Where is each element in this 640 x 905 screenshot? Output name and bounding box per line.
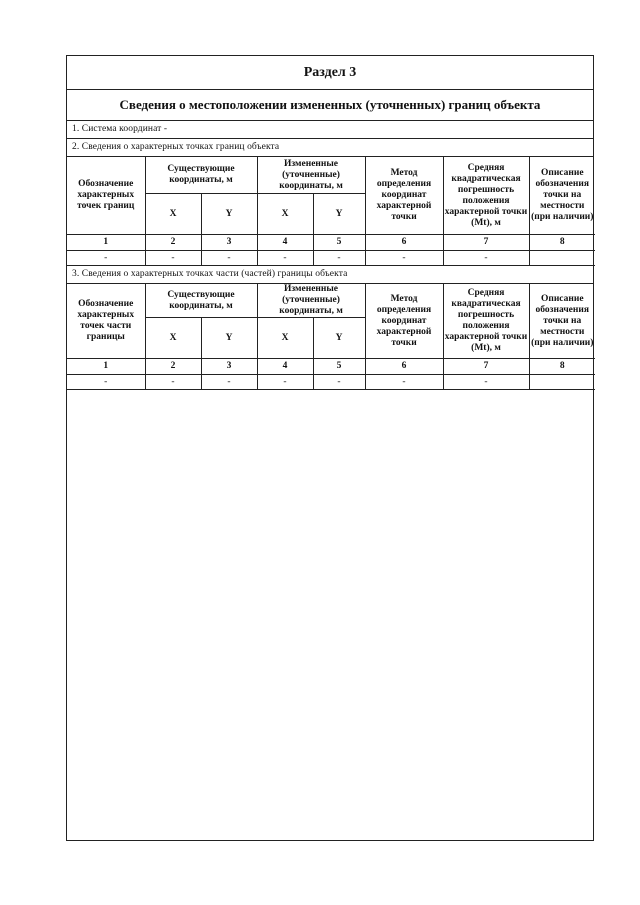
table-cell: - xyxy=(257,375,313,390)
header-changed: Измененные (уточненные) координаты, м xyxy=(257,157,365,194)
header-y: Y xyxy=(313,318,365,359)
table-cell: - xyxy=(145,375,201,390)
header-method: Метод определения координат характерной точки xyxy=(365,157,443,235)
table-row xyxy=(67,251,595,266)
column-number: 3 xyxy=(201,235,257,251)
header-point-label: Обозначение характерных точек части границы xyxy=(67,284,145,359)
table-cell: - xyxy=(67,375,145,390)
column-number: 8 xyxy=(529,235,595,251)
column-number: 8 xyxy=(529,359,595,375)
coordinate-system: 1. Система координат - xyxy=(67,121,593,139)
header-existing: Существующие координаты, м xyxy=(145,157,257,194)
block3-table xyxy=(67,284,595,390)
header-x: X xyxy=(145,194,201,235)
column-numbers-row xyxy=(67,235,595,251)
header-method: Метод определения координат характерной точки xyxy=(365,284,443,359)
section-subtitle: Сведения о местоположении измененных (уточненных) границ объекта xyxy=(67,90,593,121)
block3-title: 3. Сведения о характерных точках части (частей) границы объекта xyxy=(67,266,593,284)
header-x: X xyxy=(145,318,201,359)
header-y: Y xyxy=(313,194,365,235)
block2-table xyxy=(67,157,595,266)
column-number: 5 xyxy=(313,359,365,375)
header-description: Описание обозначения точки на местности (при наличии) xyxy=(529,157,595,235)
table-cell: - xyxy=(443,251,529,266)
section-title: Раздел 3 xyxy=(67,56,593,90)
table-cell: - xyxy=(145,251,201,266)
header-y: Y xyxy=(201,194,257,235)
column-number: 4 xyxy=(257,359,313,375)
header-x: X xyxy=(257,194,313,235)
column-number: 3 xyxy=(201,359,257,375)
block2-title: 2. Сведения о характерных точках границ объекта xyxy=(67,139,593,157)
table-cell: - xyxy=(365,375,443,390)
header-accuracy: Средняя квадратическая погрешность положения характерной точки (Mt), м xyxy=(443,157,529,235)
header-x: X xyxy=(257,318,313,359)
table-cell: - xyxy=(201,375,257,390)
column-number: 7 xyxy=(443,235,529,251)
column-number: 7 xyxy=(443,359,529,375)
header-y: Y xyxy=(201,318,257,359)
column-number: 2 xyxy=(145,235,201,251)
table-cell: - xyxy=(443,375,529,390)
column-numbers-row xyxy=(67,359,595,375)
column-number: 1 xyxy=(67,359,145,375)
table-cell: - xyxy=(201,251,257,266)
column-number: 6 xyxy=(365,359,443,375)
header-point-label: Обозначение характерных точек границ xyxy=(67,157,145,235)
column-number: 6 xyxy=(365,235,443,251)
table-cell: - xyxy=(313,375,365,390)
column-number: 4 xyxy=(257,235,313,251)
table-row xyxy=(67,375,595,390)
table-cell: - xyxy=(257,251,313,266)
header-changed: Измененные (уточненные) координаты, м xyxy=(257,284,365,318)
document-frame xyxy=(66,55,594,841)
header-existing: Существующие координаты, м xyxy=(145,284,257,318)
column-number: 5 xyxy=(313,235,365,251)
table-cell: - xyxy=(365,251,443,266)
column-number: 2 xyxy=(145,359,201,375)
column-number: 1 xyxy=(67,235,145,251)
table-cell: - xyxy=(67,251,145,266)
table-cell xyxy=(529,375,595,390)
table-cell: - xyxy=(313,251,365,266)
header-description: Описание обозначения точки на местности (при наличии) xyxy=(529,284,595,359)
header-accuracy: Средняя квадратическая погрешность положения характерной точки (Mt), м xyxy=(443,284,529,359)
table-cell xyxy=(529,251,595,266)
